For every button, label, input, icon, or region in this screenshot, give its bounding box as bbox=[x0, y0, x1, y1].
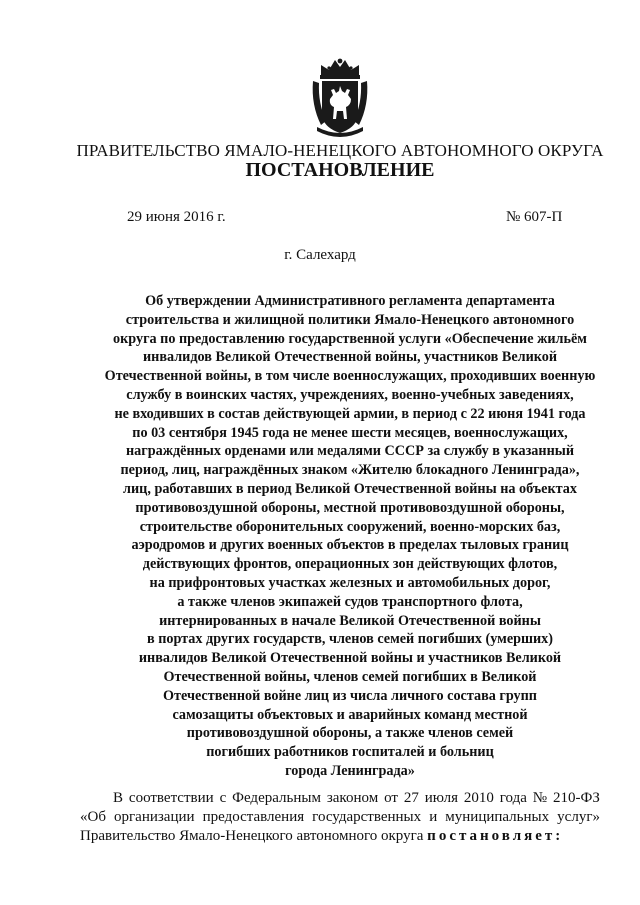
body-word: предоставления bbox=[202, 809, 305, 825]
subject-line: Отечественной войны, членов семей погибших в Великой bbox=[163, 668, 537, 685]
document-city: г. Салехард bbox=[284, 247, 356, 263]
subject-line: по 03 сентября 1945 года не менее шести месяцев, военнослужащих, bbox=[132, 424, 568, 441]
body-line-3-text: Правительство Ямало-Ненецкого автономного округа bbox=[80, 828, 428, 844]
subject-line: службу в воинских частях, учреждениях, военно-учебных заведениях, bbox=[126, 386, 574, 403]
body-word: муниципальных bbox=[445, 809, 550, 825]
subject-line: противовоздушной обороны, а также членов семей bbox=[186, 725, 514, 742]
document-date: 29 июня 2016 г. bbox=[127, 209, 226, 225]
body-line-3 bbox=[80, 827, 600, 846]
body-word: В bbox=[113, 790, 124, 806]
body-word: Федеральным bbox=[232, 790, 321, 806]
body-word: с bbox=[219, 790, 227, 806]
body-line-2 bbox=[80, 808, 600, 827]
body-word: 2010 bbox=[463, 790, 494, 806]
subject-line: аэродромов и других военных объектов в пределах тыловых границ bbox=[131, 537, 569, 554]
subject-line: лиц, работавших в период Великой Отечественной войны на объектах bbox=[123, 480, 577, 497]
subject-line: инвалидов Великой Отечественной войны, участников Великой bbox=[142, 349, 558, 366]
body-word: 210-ФЗ bbox=[552, 790, 600, 806]
subject-line: строительства и жилищной политики Ямало-Ненецкого автономного bbox=[125, 311, 575, 328]
decree-keyword: постановляет: bbox=[427, 828, 564, 844]
body-word: года bbox=[499, 790, 527, 806]
subject-line: города Ленинграда» bbox=[285, 762, 415, 779]
document-type-title: ПОСТАНОВЛЕНИЕ bbox=[245, 159, 435, 181]
subject-line: строительстве оборонительных сооружений, военно-морских баз, bbox=[139, 518, 561, 535]
body-word: услуг» bbox=[557, 809, 600, 825]
body-word: «Об bbox=[80, 809, 106, 825]
subject-line: инвалидов Великой Отечественной войны и участников Великой bbox=[138, 650, 562, 667]
body-word: государственных bbox=[312, 809, 422, 825]
body-word: от bbox=[384, 790, 398, 806]
subject-line: интернированных в начале Великой Отечественной войны bbox=[159, 612, 541, 629]
subject-line: а также членов экипажей судов транспортного флота, bbox=[177, 593, 523, 610]
subject-line: Отечественной войны, в том числе военнослужащих, проходивших военную bbox=[104, 368, 596, 385]
subject-line: действующих фронтов, операционных зон действующих флотов, bbox=[142, 556, 558, 573]
organization-title: ПРАВИТЕЛЬСТВО ЯМАЛО-НЕНЕЦКОГО АВТОНОМНОГО ОКРУГА bbox=[76, 141, 604, 160]
body-word: 27 bbox=[403, 790, 419, 806]
body-paragraph bbox=[80, 789, 600, 846]
subject-line: Об утверждении Административного регламента департамента bbox=[145, 293, 555, 309]
subject-line: период, лиц, награждённых знаком «Жителю блокадного Ленинграда», bbox=[120, 462, 580, 479]
body-word: соответствии bbox=[128, 790, 214, 806]
body-word: № bbox=[532, 790, 548, 806]
subject-line: не входивших в состав действующей армии, в период с 22 июня 1941 года bbox=[114, 405, 586, 422]
body-word: организации bbox=[114, 809, 195, 825]
coat-of-arms-icon bbox=[309, 55, 371, 137]
document-subject bbox=[60, 292, 640, 781]
body-word: и bbox=[429, 809, 438, 825]
subject-line: награждённых орденами или медалями СССР за службу в указанный bbox=[126, 443, 574, 460]
body-line-1 bbox=[80, 789, 600, 808]
body-word: июля bbox=[424, 790, 458, 806]
subject-line: округа по предоставлению государственной услуги «Обеспечение жильём bbox=[113, 330, 587, 347]
subject-line: Отечественной войне лиц из числа личного состава групп bbox=[163, 687, 537, 704]
body-word: законом bbox=[326, 790, 379, 806]
subject-line: самозащиты объектовых и аварийных команд местной bbox=[172, 706, 528, 723]
subject-line: на прифронтовых участках железных и автомобильных дорог, bbox=[149, 574, 551, 591]
subject-line: в портах других государств, членов семей погибших (умерших) bbox=[146, 631, 554, 648]
subject-line: погибших работников госпиталей и больниц bbox=[206, 744, 494, 761]
document-number: № 607-П bbox=[506, 209, 563, 225]
subject-line: противовоздушной обороны, местной противовоздушной обороны, bbox=[135, 499, 565, 516]
